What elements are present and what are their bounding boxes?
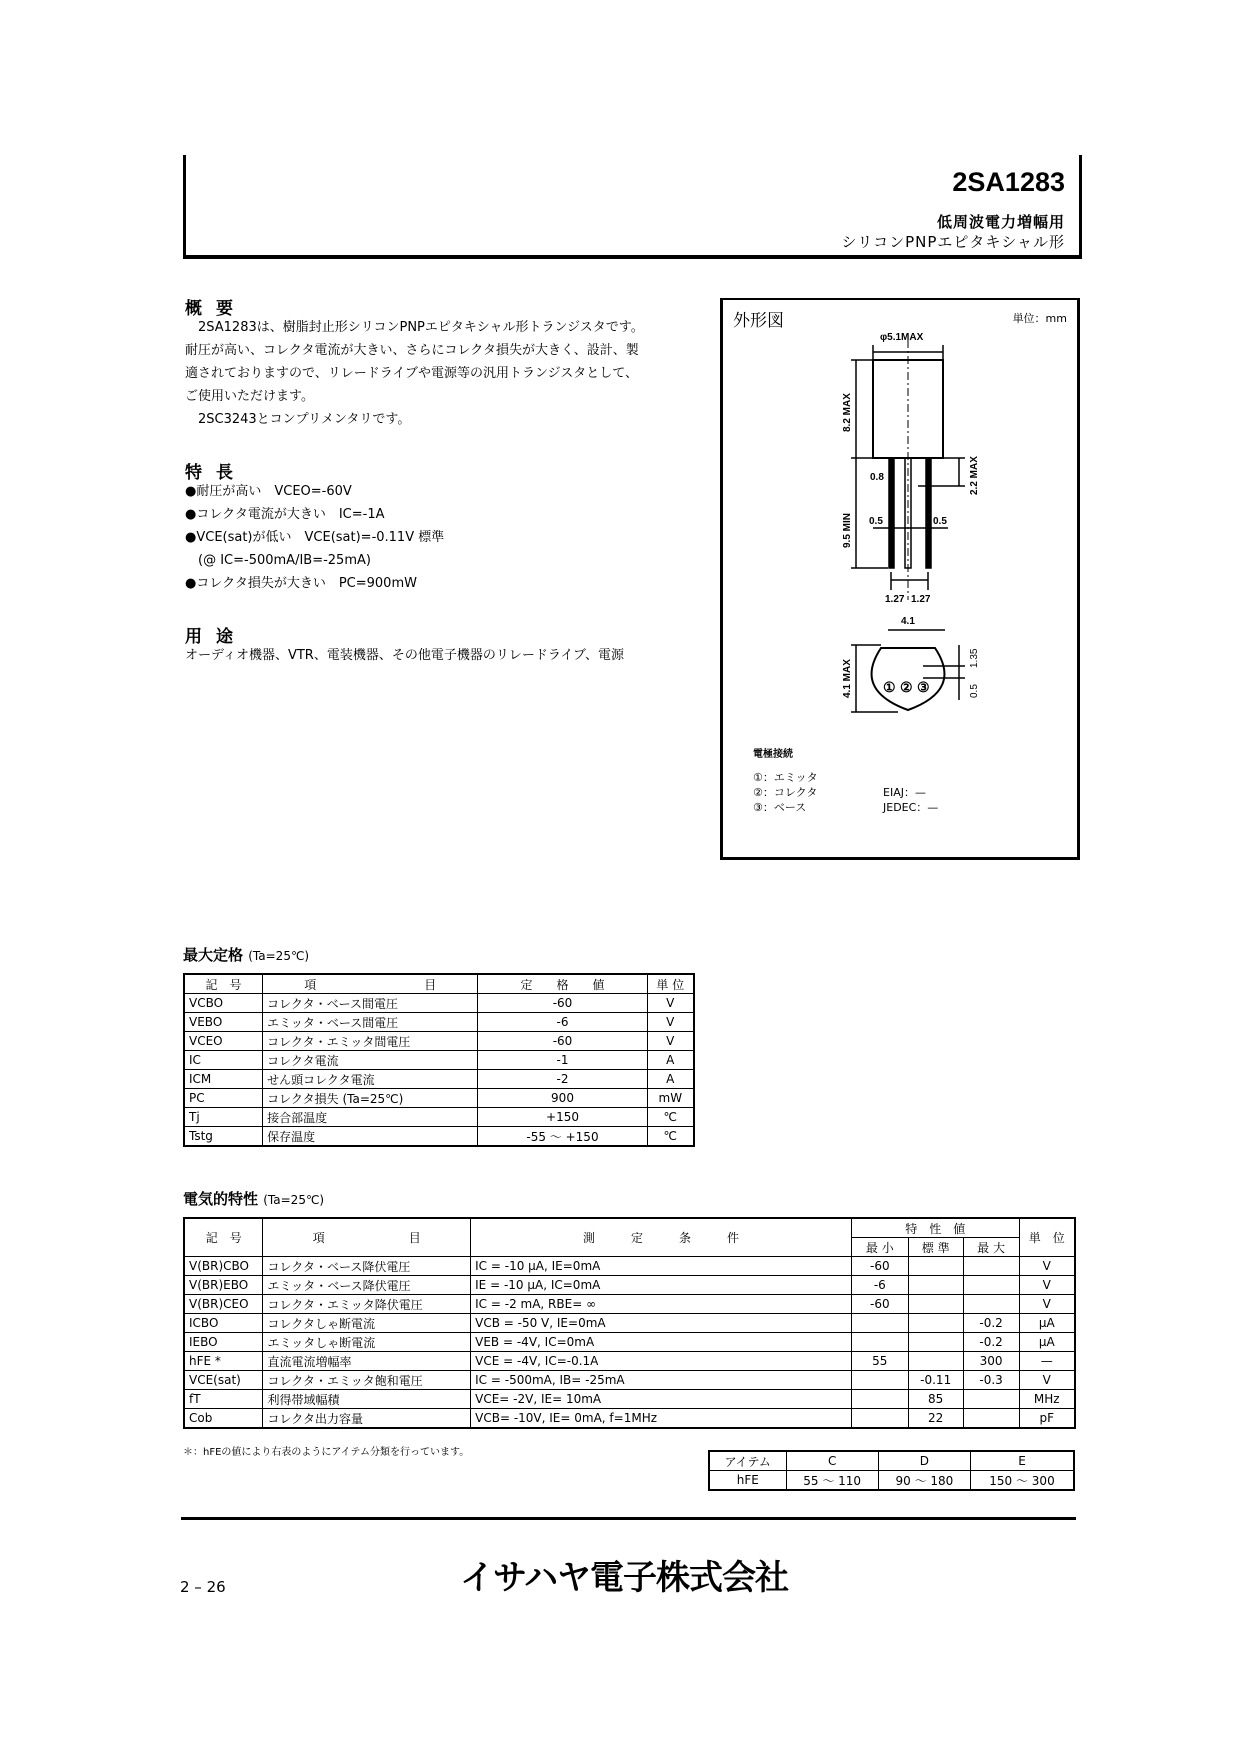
feature-item: ●コレクタ電流が大きい IC=-1A — [185, 507, 385, 522]
eiaj-standard: EIAJ：— — [883, 786, 926, 799]
table-cell — [963, 1390, 1019, 1409]
table-cell: ℃ — [647, 1127, 694, 1147]
dim-lead-w1: 0.8 — [870, 472, 884, 483]
overview-line: 適されておりますので、リレードライブや電源等の汎用トランジスタとして、 — [185, 366, 638, 381]
table-row — [184, 1070, 694, 1089]
table-cell — [908, 1352, 963, 1371]
table-cell: -60 — [851, 1295, 908, 1314]
table-cell — [851, 1333, 908, 1352]
pin-base: ③：ベース — [753, 801, 807, 814]
table-row — [184, 1390, 1075, 1409]
table-cell — [963, 1276, 1019, 1295]
table-cell: -60 — [851, 1257, 908, 1276]
pin-collector: ②：コレクタ — [753, 786, 818, 799]
table-cell: V — [647, 1013, 694, 1032]
overview-text — [185, 316, 644, 431]
electrical-condition: (Ta=25℃) — [263, 1193, 325, 1207]
max-ratings-condition: (Ta=25℃) — [248, 949, 310, 963]
table-cell — [963, 1409, 1019, 1429]
dim-body-height: 8.2 MAX — [842, 393, 853, 432]
table-row — [184, 1276, 1075, 1295]
table-row — [184, 1089, 694, 1108]
overview-line: ご使用いただけます。 — [185, 389, 314, 404]
table-cell: V(BR)CBO — [184, 1257, 263, 1276]
applications-heading: 用途 — [185, 627, 247, 647]
feature-item: ●耐圧が高い VCEO=-60V — [185, 484, 352, 499]
table-cell: MHz — [1019, 1390, 1075, 1409]
table-cell: コレクタ・ベース降伏電圧 — [263, 1257, 471, 1276]
hfe-class-e: E — [971, 1451, 1075, 1471]
table-cell — [963, 1257, 1019, 1276]
table-cell: V — [647, 994, 694, 1013]
table-cell — [851, 1314, 908, 1333]
feature-item: ●コレクタ損失が大きい PC=900mW — [185, 576, 417, 591]
max-ratings-table — [183, 973, 695, 1147]
pin-connection-heading: 電極接続 — [753, 749, 793, 760]
table-row — [709, 1471, 1074, 1491]
dim-lead-length: 9.5 MIN — [842, 512, 853, 548]
subtitle-type: シリコンPNPエピタキシャル形 — [841, 233, 1065, 251]
table-cell — [908, 1314, 963, 1333]
table-cell: エミッタしゃ断電流 — [263, 1333, 471, 1352]
dim-lead-w3: 0.5 — [933, 516, 947, 527]
pin-emitter: ①：エミッタ — [753, 771, 818, 784]
package-outline-box — [720, 298, 1080, 860]
table-cell: V — [647, 1032, 694, 1051]
table-row — [184, 1127, 694, 1147]
table-cell: VCEO — [184, 1032, 263, 1051]
table-cell: IC — [184, 1051, 263, 1070]
table-cell: VCE(sat) — [184, 1371, 263, 1390]
table-cell: ℃ — [647, 1108, 694, 1127]
table-row — [184, 1371, 1075, 1390]
table-cell: -60 — [478, 994, 647, 1013]
table-cell: hFE * — [184, 1352, 263, 1371]
pin-3-label: ③ — [917, 679, 930, 695]
table-cell: -0.2 — [963, 1333, 1019, 1352]
table-cell: Tstg — [184, 1127, 263, 1147]
col-unit: 単 位 — [647, 974, 694, 994]
table-cell: μA — [1019, 1333, 1075, 1352]
table-row — [184, 1333, 1075, 1352]
col-item: 項 目 — [263, 974, 478, 994]
table-cell: コレクタ・エミッタ間電圧 — [263, 1032, 478, 1051]
table-cell: μA — [1019, 1314, 1075, 1333]
col-typ: 標 準 — [908, 1238, 963, 1257]
table-cell: 900 — [478, 1089, 647, 1108]
feature-item: ●VCE(sat)が低い VCE(sat)=-0.11V 標準 — [185, 530, 445, 545]
part-number: 2SA1283 — [952, 167, 1065, 197]
table-cell: ICM — [184, 1070, 263, 1089]
col-max: 最 大 — [963, 1238, 1019, 1257]
dim-d2: 0.5 — [969, 684, 980, 698]
features-heading: 特長 — [185, 463, 247, 483]
table-cell: IE = -10 μA, IC=0mA — [471, 1276, 852, 1295]
table-cell: せん頭コレクタ電流 — [263, 1070, 478, 1089]
table-cell: -6 — [851, 1276, 908, 1295]
table-cell: 接合部温度 — [263, 1108, 478, 1127]
table-cell: -1 — [478, 1051, 647, 1070]
hfe-range-c: 55 ～ 110 — [786, 1471, 878, 1491]
overview-line: 耐圧が高い、コレクタ電流が大きい、さらにコレクタ損失が大きく、設計、製 — [185, 343, 639, 358]
table-cell: VCB = -50 V, IE=0mA — [471, 1314, 852, 1333]
table-cell: -0.11 — [908, 1371, 963, 1390]
package-title: 外形図 — [733, 311, 784, 331]
table-cell — [851, 1409, 908, 1429]
table-header-row — [184, 1218, 1075, 1238]
col-characteristics: 特 性 値 — [851, 1218, 1019, 1238]
table-row — [184, 1013, 694, 1032]
package-unit: 単位：mm — [1012, 312, 1067, 325]
table-cell: -2 — [478, 1070, 647, 1089]
jedec-standard: JEDEC：— — [883, 801, 939, 814]
hfe-class-table — [708, 1450, 1075, 1491]
electrical-table — [183, 1217, 1076, 1429]
header-box — [183, 155, 1082, 259]
max-ratings-title: 最大定格 — [183, 946, 244, 964]
company-logo: イサハヤ電子株式会社 — [460, 1558, 788, 1598]
table-cell: V — [1019, 1371, 1075, 1390]
table-cell: IC = -2 mA, RBE= ∞ — [471, 1295, 852, 1314]
table-cell: エミッタ・ベース間電圧 — [263, 1013, 478, 1032]
table-cell: V — [1019, 1276, 1075, 1295]
table-cell: 300 — [963, 1352, 1019, 1371]
table-cell: VEBO — [184, 1013, 263, 1032]
table-cell: コレクタしゃ断電流 — [263, 1314, 471, 1333]
table-cell: V — [1019, 1295, 1075, 1314]
hfe-item-header: アイテム — [709, 1451, 786, 1471]
table-cell: VCB= -10V, IE= 0mA, f=1MHz — [471, 1409, 852, 1429]
table-cell: -60 — [478, 1032, 647, 1051]
table-cell — [851, 1371, 908, 1390]
table-cell: コレクタ電流 — [263, 1051, 478, 1070]
col-symbol: 記 号 — [184, 1218, 263, 1257]
table-row — [184, 1314, 1075, 1333]
table-cell: mW — [647, 1089, 694, 1108]
table-cell: A — [647, 1051, 694, 1070]
table-cell: IEBO — [184, 1333, 263, 1352]
col-min: 最 小 — [851, 1238, 908, 1257]
dim-flat-width: 4.1 — [901, 616, 915, 627]
dim-depth: 4.1 MAX — [842, 659, 853, 698]
pin-2-label: ② — [900, 679, 913, 695]
footer-divider — [181, 1517, 1076, 1520]
table-cell — [908, 1276, 963, 1295]
table-header-row — [709, 1451, 1074, 1471]
table-cell: VCE = -4V, IC=-0.1A — [471, 1352, 852, 1371]
table-cell — [908, 1333, 963, 1352]
feature-item: (@ IC=-500mA/IB=-25mA) — [185, 553, 371, 568]
table-row — [184, 1257, 1075, 1276]
hfe-label: hFE — [709, 1471, 786, 1491]
pin-1-label: ① — [883, 679, 896, 695]
overview-line: 2SA1283は、樹脂封止形シリコンPNPエピタキシャル形トランジスタです。 — [185, 320, 644, 335]
table-cell: 22 — [908, 1409, 963, 1429]
table-cell: IC = -500mA, IB= -25mA — [471, 1371, 852, 1390]
subtitle-application: 低周波電力増幅用 — [936, 213, 1065, 231]
col-conditions: 測 定 条 件 — [471, 1218, 852, 1257]
table-cell: V(BR)EBO — [184, 1276, 263, 1295]
pin-connection-list — [753, 770, 818, 815]
table-cell: 55 — [851, 1352, 908, 1371]
table-row — [184, 1108, 694, 1127]
table-cell: 85 — [908, 1390, 963, 1409]
table-cell: コレクタ・エミッタ降伏電圧 — [263, 1295, 471, 1314]
table-cell: エミッタ・ベース降伏電圧 — [263, 1276, 471, 1295]
dim-lead-w2: 0.5 — [869, 516, 883, 527]
table-row — [184, 1032, 694, 1051]
table-cell: -0.2 — [963, 1314, 1019, 1333]
table-row — [184, 1295, 1075, 1314]
table-cell: コレクタ出力容量 — [263, 1409, 471, 1429]
table-row — [184, 1352, 1075, 1371]
table-cell — [908, 1257, 963, 1276]
table-cell: コレクタ・ベース間電圧 — [263, 994, 478, 1013]
hfe-class-d: D — [878, 1451, 970, 1471]
table-cell: -6 — [478, 1013, 647, 1032]
table-cell: Tj — [184, 1108, 263, 1127]
hfe-range-d: 90 ～ 180 — [878, 1471, 970, 1491]
table-cell: VCE= -2V, IE= 10mA — [471, 1390, 852, 1409]
table-cell: 保存温度 — [263, 1127, 478, 1147]
table-cell: VEB = -4V, IC=0mA — [471, 1333, 852, 1352]
table-cell: A — [647, 1070, 694, 1089]
table-cell: ICBO — [184, 1314, 263, 1333]
dim-diameter: φ5.1MAX — [880, 332, 924, 343]
electrical-title: 電気的特性 — [183, 1190, 259, 1208]
col-symbol: 記 号 — [184, 974, 263, 994]
overview-heading: 概要 — [185, 299, 247, 319]
table-cell: pF — [1019, 1409, 1075, 1429]
table-cell: IC = -10 μA, IE=0mA — [471, 1257, 852, 1276]
col-unit: 単 位 — [1019, 1218, 1075, 1257]
table-cell: 直流電流増幅率 — [263, 1352, 471, 1371]
dim-d1: 1.35 — [969, 648, 980, 668]
table-cell: コレクタ損失 (Ta=25℃) — [263, 1089, 478, 1108]
table-cell: -55 ～ +150 — [478, 1127, 647, 1147]
max-ratings-heading — [183, 944, 309, 965]
applications-text: オーディオ機器、VTR、電装機器、その他電子機器のリレードライブ、電源 — [185, 648, 625, 663]
col-item: 項 目 — [263, 1218, 471, 1257]
table-cell: — — [1019, 1352, 1075, 1371]
dim-pitch1: 1.27 — [885, 594, 905, 605]
table-header-row — [184, 974, 694, 994]
table-cell: Cob — [184, 1409, 263, 1429]
standards — [883, 785, 938, 815]
table-cell: コレクタ・エミッタ飽和電圧 — [263, 1371, 471, 1390]
col-value: 定 格 値 — [478, 974, 647, 994]
dim-pitch2: 1.27 — [911, 594, 931, 605]
table-cell: PC — [184, 1089, 263, 1108]
table-cell: V — [1019, 1257, 1075, 1276]
hfe-class-c: C — [786, 1451, 878, 1471]
table-cell: 利得帯域幅積 — [263, 1390, 471, 1409]
table-cell: +150 — [478, 1108, 647, 1127]
table-cell — [963, 1295, 1019, 1314]
table-row — [184, 994, 694, 1013]
page-number: 2 – 26 — [180, 1578, 226, 1596]
table-cell: V(BR)CEO — [184, 1295, 263, 1314]
table-cell — [908, 1295, 963, 1314]
table-cell: fT — [184, 1390, 263, 1409]
table-cell — [851, 1390, 908, 1409]
hfe-range-e: 150 ～ 300 — [971, 1471, 1075, 1491]
table-cell: -0.3 — [963, 1371, 1019, 1390]
table-row — [184, 1051, 694, 1070]
electrical-heading — [183, 1188, 324, 1209]
hfe-footnote: ＊：hFEの値により右表のようにアイテム分類を行っています。 — [183, 1447, 470, 1458]
overview-line: 2SC3243とコンプリメンタリです。 — [185, 412, 411, 427]
table-row — [184, 1409, 1075, 1429]
table-cell: VCBO — [184, 994, 263, 1013]
dim-lead-top: 2.2 MAX — [969, 456, 980, 495]
features-list — [185, 480, 444, 595]
